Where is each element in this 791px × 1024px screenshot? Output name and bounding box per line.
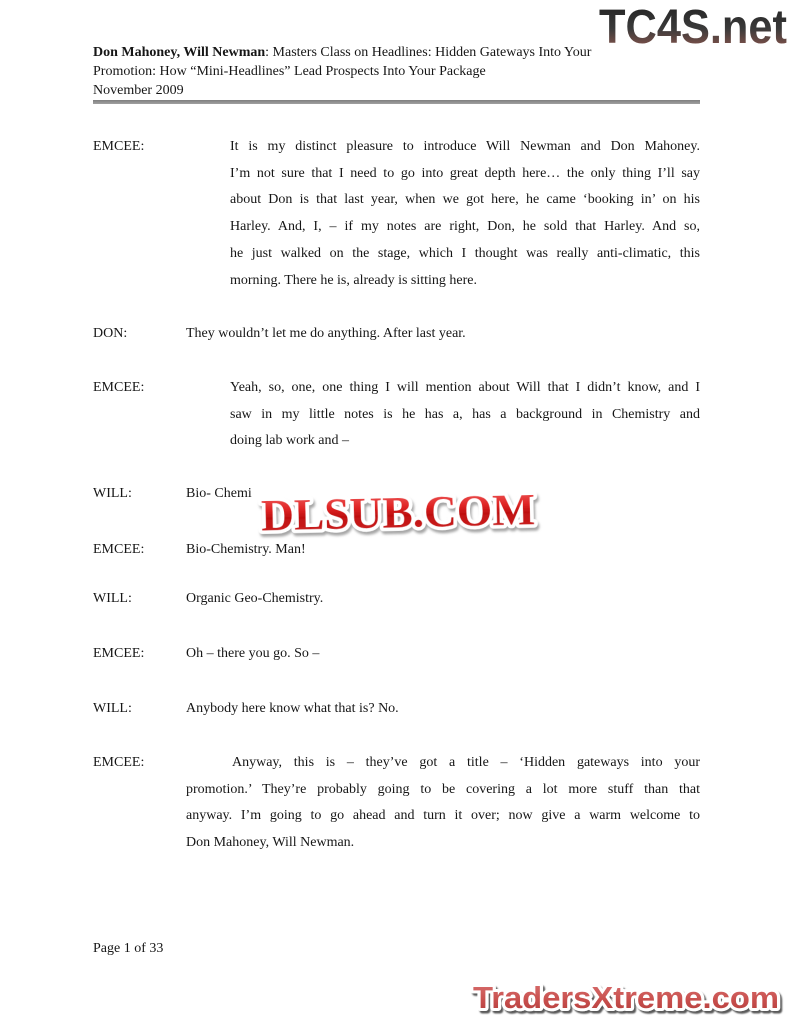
speaker-label: EMCEE: — [93, 755, 145, 770]
transcript-line: Yeah, so, one, one thing I will mention about Will that I didn’t know, and I — [230, 380, 700, 395]
utterance-text — [186, 321, 700, 348]
header-title-rest: : Masters Class on Headlines: Hidden Gateways Into Your — [265, 45, 592, 60]
tradersxtreme-logo — [461, 975, 791, 1021]
transcript-line: It is my distinct pleasure to introduce Will Newman and Don Mahoney. — [230, 139, 700, 154]
speaker-label: DON: — [93, 326, 128, 341]
transcript-line: I’m not sure that I need to go into great depth here… the only thing I’ll say — [230, 165, 700, 181]
transcript-line: morning. There he is, already is sitting here. — [230, 272, 478, 288]
tradersxtreme-logo-text: TradersXtreme.com — [473, 980, 779, 1015]
utterance-text — [186, 750, 700, 857]
transcript-line: saw in my little notes is he has a, has a background in Chemistry and — [230, 406, 700, 422]
dlsub-watermark — [247, 478, 548, 543]
header-date: November 2009 — [93, 83, 184, 98]
utterance-text — [186, 641, 700, 668]
speaker-label: EMCEE: — [93, 646, 145, 661]
speaker-label: WILL: — [93, 591, 132, 606]
utterance-text — [230, 375, 700, 455]
transcript-line: Oh – there you go. So – — [186, 646, 320, 661]
transcript-line: Organic Geo-Chemistry. — [186, 591, 324, 606]
speaker-label: EMCEE: — [93, 542, 145, 557]
transcript-line: promotion.’ They’re probably going to be covering a lot more stuff than that — [186, 781, 700, 797]
utterance-text — [186, 696, 700, 723]
utterance-text — [186, 586, 700, 613]
transcript-line: about Don is that last year, when we got here, he came ‘booking in’ on his — [230, 192, 700, 208]
speaker-label: WILL: — [93, 701, 132, 716]
tc4s-logo-text: TC4S.net — [599, 1, 788, 48]
transcript-line: Don Mahoney, Will Newman. — [186, 835, 355, 851]
transcript-line: doing lab work and – — [230, 433, 349, 449]
transcript-line: Bio-Chemistry. Man! — [186, 542, 306, 557]
transcript-line: Anybody here know what that is? No. — [186, 701, 399, 716]
dlsub-watermark-text: DLSUB.COM — [260, 485, 527, 541]
header-authors: Don Mahoney, Will Newman — [93, 45, 266, 60]
transcript-line: They wouldn’t let me do anything. After last year. — [186, 326, 466, 341]
page-number: Page 1 of 33 — [93, 941, 164, 956]
transcript-line: he just walked on the stage, which I thought was really anti-climatic, this — [230, 245, 700, 261]
transcript-line: Bio- Chemi — [186, 486, 252, 501]
transcript-line: Anyway, this is – they’ve got a title – ‘Hidden gateways into your — [232, 755, 700, 770]
speaker-label: WILL: — [93, 486, 132, 501]
speaker-label: EMCEE: — [93, 139, 145, 154]
transcript-line: Harley. And, I, – if my notes are right, Don, he sold that Harley. And so, — [230, 219, 700, 235]
header-line-2: Promotion: How “Mini-Headlines” Lead Prospects Into Your Package — [93, 64, 486, 79]
transcript-line: anyway. I’m going to go ahead and turn it over; now give a warm welcome to — [186, 808, 700, 824]
utterance-text — [230, 134, 700, 294]
speaker-label: EMCEE: — [93, 380, 145, 395]
